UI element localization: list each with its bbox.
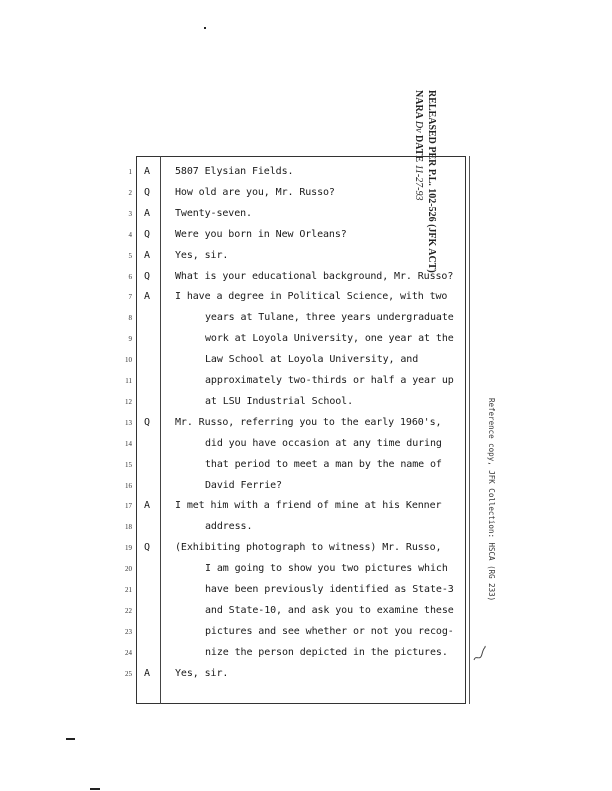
reference-copy-note: Reference copy, JFK Collection: HSCA (RG 233) <box>487 398 496 602</box>
line-text: Yes, sir. <box>175 667 229 679</box>
transcript-line <box>0 392 612 412</box>
speaker-marker: A <box>144 500 151 512</box>
line-number: 2 <box>128 188 132 197</box>
speaker-marker: Q <box>144 416 151 428</box>
transcript-line <box>0 601 612 621</box>
transcript-line <box>0 622 612 642</box>
line-text: that period to meet a man by the name of <box>205 458 442 470</box>
line-number: 10 <box>125 356 132 365</box>
nara-signature: Dv <box>413 120 424 133</box>
line-number: 8 <box>128 314 132 323</box>
line-number: 9 <box>128 335 132 344</box>
line-text: 5807 Elysian Fields. <box>175 166 294 177</box>
transcript-line <box>0 350 612 370</box>
line-number: 1 <box>128 168 132 176</box>
speaker-marker: A <box>144 249 151 261</box>
scan-speck <box>90 788 100 790</box>
line-text: Yes, sir. <box>175 249 229 261</box>
transcript-line <box>0 538 612 558</box>
line-text: I have a degree in Political Science, with two <box>175 291 448 303</box>
transcript-line <box>0 413 612 433</box>
transcript-line <box>0 455 612 475</box>
line-text: years at Tulane, three years undergraduate <box>205 312 454 324</box>
line-number: 15 <box>125 460 132 469</box>
line-number: 5 <box>128 251 132 260</box>
transcript-line <box>0 664 612 684</box>
transcript-line <box>0 329 612 349</box>
transcript-line <box>0 308 612 328</box>
line-text: Twenty-seven. <box>175 207 252 219</box>
line-text: I met him with a friend of mine at his Kenner <box>175 500 442 512</box>
line-number: 6 <box>128 272 132 281</box>
line-number: 25 <box>125 669 132 678</box>
transcript-line <box>0 517 612 537</box>
line-text: nize the person depicted in the pictures. <box>205 646 448 658</box>
speaker-marker: A <box>144 667 151 679</box>
release-date: 11-27-93 <box>413 164 424 201</box>
line-text: Were you born in New Orleans? <box>175 228 347 240</box>
scan-speck <box>204 27 206 29</box>
transcript-line <box>0 371 612 391</box>
line-text: David Ferrie? <box>205 479 282 491</box>
line-text: address. <box>205 521 253 533</box>
line-number: 12 <box>125 397 132 406</box>
release-stamp-line1: RELEASED PER P.L. 102-526 (JFK ACT) <box>426 90 437 273</box>
transcript-line <box>0 643 612 663</box>
line-text: and State-10, and ask you to examine these <box>205 604 454 616</box>
line-number: 11 <box>125 377 132 385</box>
transcript-line <box>0 225 612 245</box>
line-text: work at Loyola University, one year at the <box>205 333 454 345</box>
line-text: pictures and see whether or not you recog- <box>205 625 454 637</box>
line-number: 18 <box>125 523 132 532</box>
transcript-line <box>0 496 612 516</box>
line-text: did you have occasion at any time during <box>205 437 442 449</box>
line-text: have been previously identified as State-3 <box>205 584 454 595</box>
scan-speck <box>66 738 75 740</box>
line-number: 17 <box>125 502 132 511</box>
transcript-line <box>0 267 612 287</box>
line-text: I am going to show you two pictures which <box>205 563 448 575</box>
transcript-line <box>0 246 612 266</box>
line-number: 21 <box>125 586 132 594</box>
line-text: Law School at Loyola University, and <box>205 354 419 366</box>
speaker-marker: Q <box>144 186 151 198</box>
line-number: 19 <box>125 544 132 553</box>
speaker-marker: Q <box>144 270 151 282</box>
line-number: 3 <box>128 209 132 218</box>
speaker-marker: A <box>144 166 151 177</box>
line-number: 4 <box>128 230 132 239</box>
handwritten-mark-icon <box>472 644 488 664</box>
transcript-line <box>0 580 612 600</box>
transcript-line <box>0 287 612 307</box>
line-text: approximately two-thirds or half a year up <box>205 375 454 386</box>
transcript-line <box>0 183 612 203</box>
transcript-line <box>0 162 612 182</box>
line-number: 16 <box>125 481 132 490</box>
line-number: 13 <box>125 418 132 427</box>
speaker-marker: A <box>144 291 151 303</box>
line-text: How old are you, Mr. Russo? <box>175 186 335 198</box>
transcript-line <box>0 559 612 579</box>
transcript-line <box>0 476 612 496</box>
speaker-marker: A <box>144 207 151 219</box>
line-number: 22 <box>125 606 132 615</box>
line-number: 24 <box>125 648 132 657</box>
line-text: (Exhibiting photograph to witness) Mr. Russo, <box>175 542 442 554</box>
line-text: at LSU Industrial School. <box>205 395 354 407</box>
line-number: 7 <box>128 293 132 302</box>
line-number: 20 <box>125 565 132 574</box>
date-label: DATE <box>413 135 424 163</box>
line-number: 14 <box>125 439 132 448</box>
nara-label: NARA <box>413 90 424 119</box>
transcript-line <box>0 434 612 454</box>
line-number: 23 <box>125 627 132 636</box>
speaker-marker: Q <box>144 228 151 240</box>
transcript-line <box>0 204 612 224</box>
line-text: What is your educational background, Mr. Russo? <box>175 270 454 282</box>
speaker-marker: Q <box>144 542 151 554</box>
line-text: Mr. Russo, referring you to the early 1960's, <box>175 416 442 428</box>
